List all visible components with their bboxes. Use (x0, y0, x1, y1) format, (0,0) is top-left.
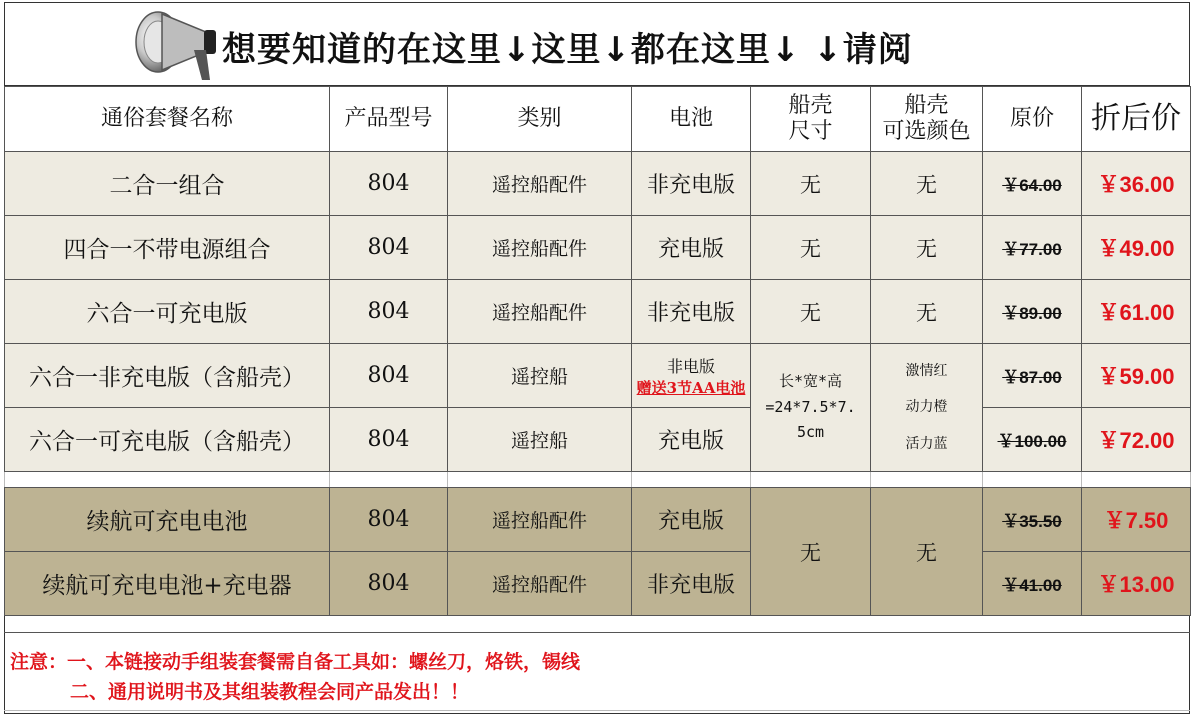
hull-color: 无 (871, 152, 983, 216)
original-price-value: ￥77.00 (1002, 240, 1062, 259)
original-price-value: ￥87.00 (1002, 368, 1062, 387)
banner (4, 2, 1190, 86)
discount-price: ￥72.00 (1082, 408, 1191, 472)
battery-type (632, 344, 751, 408)
hull-color: 无 (871, 488, 983, 616)
table-row (5, 216, 1191, 280)
megaphone-icon (132, 6, 224, 86)
discount-price: ￥36.00 (1082, 152, 1191, 216)
header-original-price: 原价 (983, 87, 1082, 152)
discount-price: ￥13.00 (1082, 552, 1191, 616)
header-size-line2: 尺寸 (788, 119, 833, 144)
package-name: 六合一可充电版 (5, 280, 330, 344)
header-name: 通俗套餐名称 (5, 87, 330, 152)
hull-size (751, 344, 871, 472)
hull-size: 无 (751, 280, 871, 344)
table-row (5, 344, 1191, 408)
original-price (983, 152, 1082, 216)
battery-type-label: 非电版 (666, 356, 715, 376)
model-number: 804 (330, 552, 448, 616)
header-model: 产品型号 (330, 87, 448, 152)
hull-color-option: 激情红 (905, 362, 948, 379)
category: 遥控船配件 (448, 488, 632, 552)
original-price (983, 344, 1082, 408)
discount-price: ￥49.00 (1082, 216, 1191, 280)
header-discount-price: 折后价 (1082, 87, 1191, 152)
battery-gift-note: 赠送3节AA电池 (636, 378, 746, 397)
hull-size-line3: 5cm (796, 423, 825, 442)
package-name: 续航可充电电池 (5, 488, 330, 552)
note-line-1: 注意：一、本链接动手组装套餐需自备工具如：螺丝刀，烙铁，锡线 (10, 651, 581, 673)
category: 遥控船配件 (448, 552, 632, 616)
battery-type: 充电版 (632, 408, 751, 472)
package-name: 六合一可充电版（含船壳） (5, 408, 330, 472)
original-price-value: ￥64.00 (1002, 176, 1062, 195)
package-name: 六合一非充电版（含船壳） (5, 344, 330, 408)
hull-color (871, 344, 983, 472)
category: 遥控船 (448, 408, 632, 472)
package-name: 续航可充电电池+充电器 (5, 552, 330, 616)
battery-type: 充电版 (632, 488, 751, 552)
original-price (983, 216, 1082, 280)
header-color-line2: 可选颜色 (882, 119, 971, 144)
hull-color: 无 (871, 216, 983, 280)
package-name: 四合一不带电源组合 (5, 216, 330, 280)
hull-size: 无 (751, 488, 871, 616)
model-number: 804 (330, 152, 448, 216)
table-row (5, 488, 1191, 552)
header-row (5, 87, 1191, 152)
category: 遥控船配件 (448, 152, 632, 216)
table-row (5, 552, 1191, 616)
original-price (983, 552, 1082, 616)
note-line-2: 二、通用说明书及其组装教程会同产品发出！！ (70, 681, 470, 703)
model-number: 804 (330, 344, 448, 408)
hull-color-option: 活力蓝 (905, 435, 948, 452)
header-category: 类别 (448, 87, 632, 152)
battery-type: 充电版 (632, 216, 751, 280)
original-price-value: ￥100.00 (997, 432, 1067, 451)
original-price (983, 488, 1082, 552)
model-number: 804 (330, 280, 448, 344)
notes-section (4, 632, 1190, 710)
header-color-line1: 船壳 (904, 92, 949, 118)
battery-type: 非充电版 (632, 280, 751, 344)
original-price (983, 408, 1082, 472)
table-row (5, 280, 1191, 344)
hull-size: 无 (751, 216, 871, 280)
discount-price: ￥59.00 (1082, 344, 1191, 408)
category: 遥控船配件 (448, 280, 632, 344)
spacer-row (5, 472, 1191, 488)
table-row (5, 408, 1191, 472)
original-price-value: ￥41.00 (1002, 576, 1062, 595)
battery-type: 非充电版 (632, 552, 751, 616)
hull-size: 无 (751, 152, 871, 216)
hull-size-line1: 长*宽*高 (778, 372, 843, 391)
package-name: 二合一组合 (5, 152, 330, 216)
price-table (4, 86, 1191, 616)
hull-color: 无 (871, 280, 983, 344)
battery-type: 非充电版 (632, 152, 751, 216)
table-row (5, 152, 1191, 216)
header-color (871, 87, 983, 152)
category: 遥控船配件 (448, 216, 632, 280)
header-size-line1: 船壳 (788, 92, 833, 118)
original-price (983, 280, 1082, 344)
hull-size-line2: =24*7.5*7. (765, 397, 856, 416)
discount-price: ￥7.50 (1082, 488, 1191, 552)
model-number: 804 (330, 216, 448, 280)
header-size (751, 87, 871, 152)
original-price-value: ￥35.50 (1002, 512, 1062, 531)
category: 遥控船 (448, 344, 632, 408)
banner-title: 想要知道的在这里↓这里↓都在这里↓ ↓请阅 (222, 30, 913, 70)
header-battery: 电池 (632, 87, 751, 152)
model-number: 804 (330, 488, 448, 552)
model-number: 804 (330, 408, 448, 472)
original-price-value: ￥89.00 (1002, 304, 1062, 323)
discount-price: ￥61.00 (1082, 280, 1191, 344)
hull-color-option: 动力橙 (905, 399, 948, 416)
